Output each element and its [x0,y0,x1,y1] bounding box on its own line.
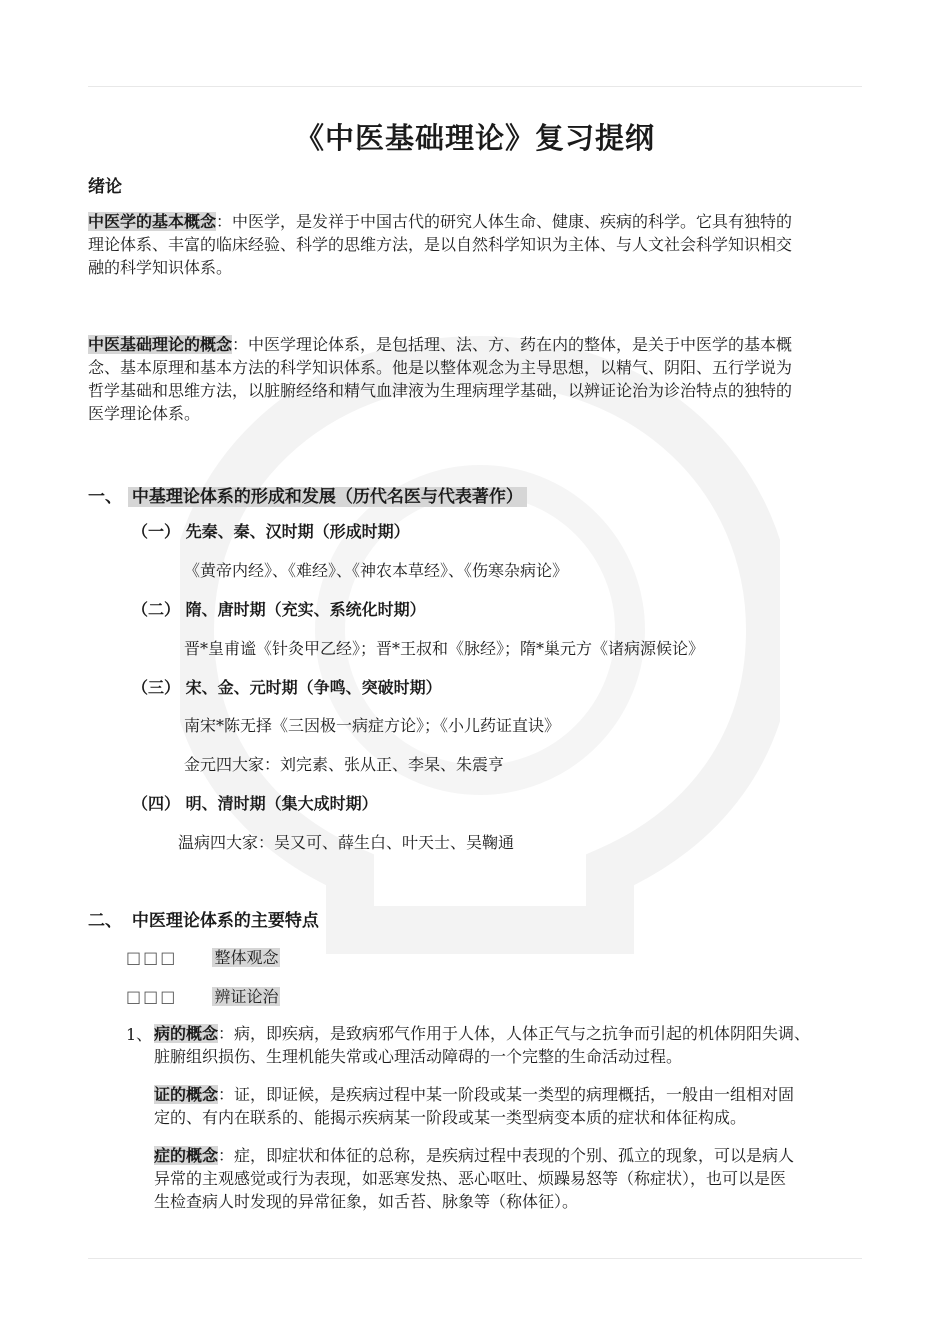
section-2-heading: 二、 中医理论体系的主要特点 [88,911,319,931]
intro-paragraph-1: 中医学的基本概念：中医学，是发祥于中国古代的研究人体生命、健康、疾病的科学。它具有独特的 理论体系、丰富的临床经验、科学的思维方法，是以自然科学知识为主体、与人文社会科学知识相交 融的科学知识体系。 [88,212,793,277]
symptom-paragraph: 症的概念：症，即症状和体征的总称，是疾病过程中表现的个别、孤立的现象，可以是病人 异常的主观感觉或行为表现，如恶寒发热、恶心呕吐、烦躁易怒等（称症状），也可以是医 生检查病人时发现的异常征象，如舌苔、脉象等（称体征）。 [154,1146,795,1211]
period-3-item-2: 金元四大家：刘完素、张从正、李杲、朱震亨 [184,755,505,774]
list-number: 1、 [126,1025,153,1044]
period-1-item: 《黄帝内经》、《难经》、《神农本草经》、《伤寒杂病论》 [184,561,569,580]
syndrome-paragraph: 证的概念：证，即证候，是疾病过程中某一阶段或某一类型的病理概括，一般由一组相对固 定的、有内在联系的、能揭示疾病某一阶段或某一类型病变本质的症状和体征构成。 [154,1085,795,1127]
intro-heading: 绪论 [88,177,122,197]
feature-2 [126,984,280,1007]
period-1-title: （一） 先秦、秦、汉时期（形成时期） [132,522,410,541]
term-label: 症的概念 [154,1146,219,1165]
period-3-title: （三） 宋、金、元时期（争鸣、突破时期） [132,678,442,697]
period-2-item: 晋*皇甫谧《针灸甲乙经》；晋*王叔和《脉经》；隋*巢元方《诸病源候论》 [184,639,705,658]
feature-label: 辨证论治 [214,987,279,1006]
feature-label: 整体观念 [214,948,279,967]
placeholder-boxes: □□□ [126,987,178,1006]
placeholder-boxes: □□□ [126,948,178,967]
term-label: 病的概念 [154,1024,219,1043]
period-3-item-1: 南宋*陈无择《三因极一病症方论》；《小儿药证直诀》 [184,716,561,735]
term-label: 证的概念 [154,1085,219,1104]
bottom-rule [88,1258,862,1259]
period-2-title: （二） 隋、唐时期（充实、系统化时期） [132,600,426,619]
disease-paragraph: 病的概念：病，即疾病，是致病邪气作用于人体，人体正气与之抗争而引起的机体阴阳失调、 脏腑组织损伤、生理机能失常或心理活动障碍的一个完整的生命活动过程。 [154,1024,811,1066]
feature-1 [126,945,280,968]
period-4-title: （四） 明、清时期（集大成时期） [132,794,378,813]
term-label: 中医学的基本概念 [88,212,217,231]
period-4-item: 温病四大家：吴又可、薛生白、叶天士、吴鞠通 [178,833,515,852]
page-title: 《中医基础理论》复习提纲 [294,121,655,155]
watermark-logo [180,330,780,990]
intro-paragraph-2: 中医基础理论的概念：中医学理论体系，是包括理、法、方、药在内的整体，是关于中医学的基本概 念、基本原理和基本方法的科学知识体系。他是以整体观念为主导思想，以精气、阴阳、五行学说为 哲学基础和思维方法，以脏腑经络和精气血津液为生理病理学基础，以辨证论治为诊治特点的独特的 医学理论体系。 [88,335,793,423]
top-rule [88,86,862,87]
term-label: 中医基础理论的概念 [88,335,233,354]
section-1-heading: 一、 中基理论体系的形成和发展（历代名医与代表著作） [88,482,527,507]
